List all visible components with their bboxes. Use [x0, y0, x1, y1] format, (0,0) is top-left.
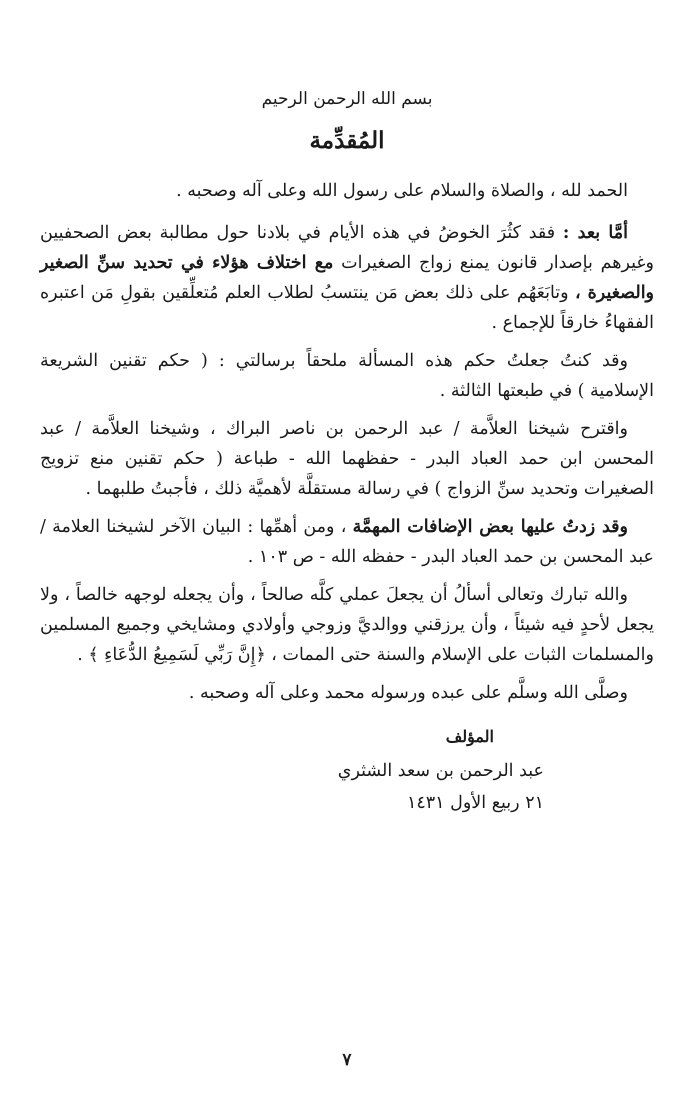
paragraph-closing: [40, 678, 654, 708]
paragraph-context-text: فقد كثُرَ الخوضُ في هذه الأيام في بلادنا حول مطالبة بعض الصحفيين وغيرهم بإصدار قانون يمنع زواج الصغيرات: [40, 223, 654, 273]
paragraph-closing-text: وصلَّى الله وسلَّم على عبده ورسوله محمد وعلى آله وصحبه .: [188, 683, 628, 703]
paragraph-context: [40, 218, 654, 338]
paragraph-supplication-text: والله تبارك وتعالى أسألُ أن يجعلَ عملي كلَّه صالحاً ، وأن يجعله لوجهه خالصاً ، ولا يجعل لأحدٍ فيه شيئاً ، وأن يرزقني ووالديَّ وزوجي وأولادي ومشايخي وجميع المسلمين والمسلمات الثبات على الإسلام والسنة حتى الممات ، ﴿إِنَّ رَبِّي لَسَمِيعُ الدُّعَاءِ ﴾ .: [40, 585, 654, 665]
paragraph-additions-text: ، ومن أهمِّها : البيان الآخر لشيخنا العلامة / عبد المحسن بن حمد العباد البدر - حفظه الله - ص ١٠٣ .: [40, 517, 654, 567]
paragraph-proposal-text: واقترح شيخنا العلاَّمة / عبد الرحمن بن ناصر البراك ، وشيخنا العلاَّمة / عبد المحسن ابن حمد العباد البدر - حفظهما الله - طباعة ( حكم تقنين منع تزويج الصغيرات وتحديد سنِّ الزواج ) في رسالة مستقلَّة لأهميَّة ذلك ، فأجبتُ طلبهما .: [40, 419, 654, 499]
basmala: بسم الله الرحمن الرحيم: [261, 89, 433, 109]
paragraph-additions-lead: وقد زدتُ عليها بعض الإضافات المهمَّة: [352, 517, 628, 537]
paragraph-context-tail: وتابَعَهُم على ذلك بعض مَن ينتسبُ لطلاب العلم مُتعلِّقين بقولِ مَن اعتبره الفقهاءُ خارقاً للإجماع .: [40, 283, 654, 333]
paragraph-context-highlight: مع اختلاف هؤلاء في تحديد سنِّ الصغير والصغيرة ،: [40, 253, 655, 303]
paragraph-opening: [40, 176, 654, 206]
author-signature: [40, 722, 654, 818]
paragraph-appendix-text: وقد كنتُ جعلتُ حكم هذه المسألة ملحقاً برسالتي : ( حكم تقنين الشريعة الإسلامية ) في طبعتها الثالثة .: [40, 351, 654, 401]
paragraph-context-lead: أمَّا بعد :: [562, 223, 628, 243]
paragraph-supplication: [40, 580, 654, 670]
text-block: [40, 84, 654, 820]
page-number: ٧: [342, 1050, 352, 1070]
author-name: عبد الرحمن بن سعد الشثري: [337, 761, 544, 781]
paragraph-additions: [40, 512, 654, 572]
author-label: المؤلف: [445, 727, 494, 746]
paragraph-opening-text: الحمد لله ، والصلاة والسلام على رسول الله وعلى آله وصحبه .: [176, 181, 628, 201]
paragraph-proposal: [40, 414, 654, 504]
page-title: المُقدِّمة: [309, 127, 385, 154]
paragraph-appendix: [40, 346, 654, 406]
author-date: ٢١ ربيع الأول ١٤٣١: [406, 793, 544, 813]
